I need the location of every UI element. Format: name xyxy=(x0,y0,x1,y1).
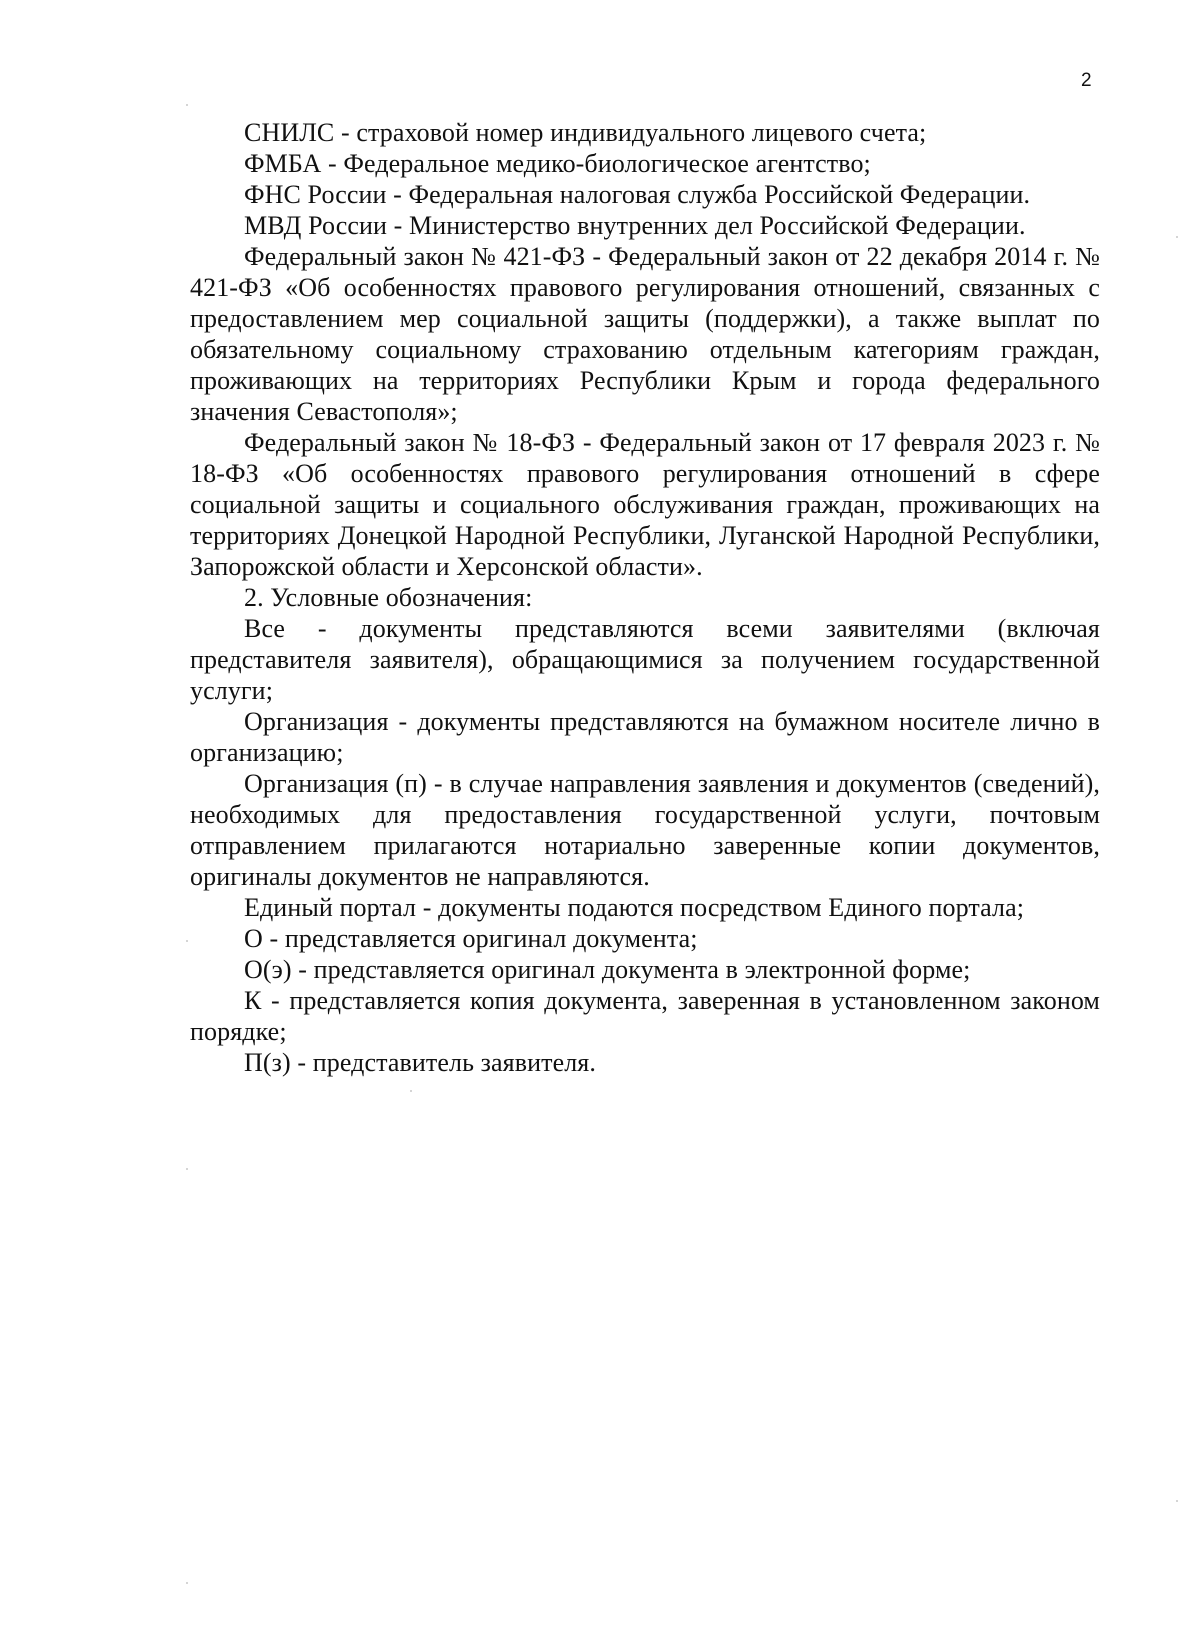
page-number: 2 xyxy=(1081,70,1092,91)
paragraph-original: О - представляется оригинал документа; xyxy=(244,924,698,953)
paragraph-fmba: ФМБА - Федеральное медико-биологическое агентство; xyxy=(244,149,871,178)
section-heading-conventions: 2. Условные обозначения: xyxy=(244,583,533,612)
paragraph-representative: П(з) - представитель заявителя. xyxy=(244,1048,596,1077)
scan-speck xyxy=(186,104,188,106)
paragraph-organization-post: Организация (п) - в случае направления заявления и документов (сведений), необходимых для предоставления государственной услуги, почтовым отправлением прилагаются нотариально заверенные копии документов, оригиналы документов не направляются. xyxy=(190,769,1100,891)
scan-speck xyxy=(1176,236,1178,238)
scan-speck xyxy=(186,1168,188,1170)
paragraph-original-electronic: О(э) - представляется оригинал документа в электронной форме; xyxy=(244,955,971,984)
paragraph-snils: СНИЛС - страховой номер индивидуального лицевого счета; xyxy=(244,118,927,147)
paragraph-copy: К - представляется копия документа, заверенная в установленном законом порядке; xyxy=(190,986,1100,1046)
scan-speck xyxy=(186,940,188,942)
paragraph-organization: Организация - документы представляются на бумажном носителе лично в организацию; xyxy=(190,707,1100,767)
paragraph-single-portal: Единый портал - документы подаются посредством Единого портала; xyxy=(244,893,1025,922)
paragraph-all: Все - документы представляются всеми заявителями (включая представителя заявителя), обращающимися за получением государственной услуги; xyxy=(190,614,1100,705)
paragraph-law-18: Федеральный закон № 18-ФЗ - Федеральный закон от 17 февраля 2023 г. № 18-ФЗ «Об особенностях правового регулирования отношений в сфере социальной защиты и социального обслуживания граждан, проживающих на территориях Донецкой Народной Республики, Луганской Народной Республики, Запорожской области и Херсонской области». xyxy=(190,428,1100,581)
scan-speck xyxy=(186,1582,188,1584)
scan-speck xyxy=(1176,1500,1178,1502)
scan-speck xyxy=(410,1090,412,1092)
document-body xyxy=(190,117,1100,1078)
paragraph-fns: ФНС России - Федеральная налоговая служба Российской Федерации. xyxy=(244,180,1031,209)
paragraph-mvd: МВД России - Министерство внутренних дел Российской Федерации. xyxy=(244,211,1026,240)
paragraph-law-421: Федеральный закон № 421-ФЗ - Федеральный закон от 22 декабря 2014 г. № 421-ФЗ «Об особенностях правового регулирования отношений, связанных с предоставлением мер социальной защиты (поддержки), а также выплат по обязательному социальному страхованию отдельным категориям граждан, проживающих на территориях Республики Крым и города федерального значения Севастополя»; xyxy=(190,242,1100,426)
